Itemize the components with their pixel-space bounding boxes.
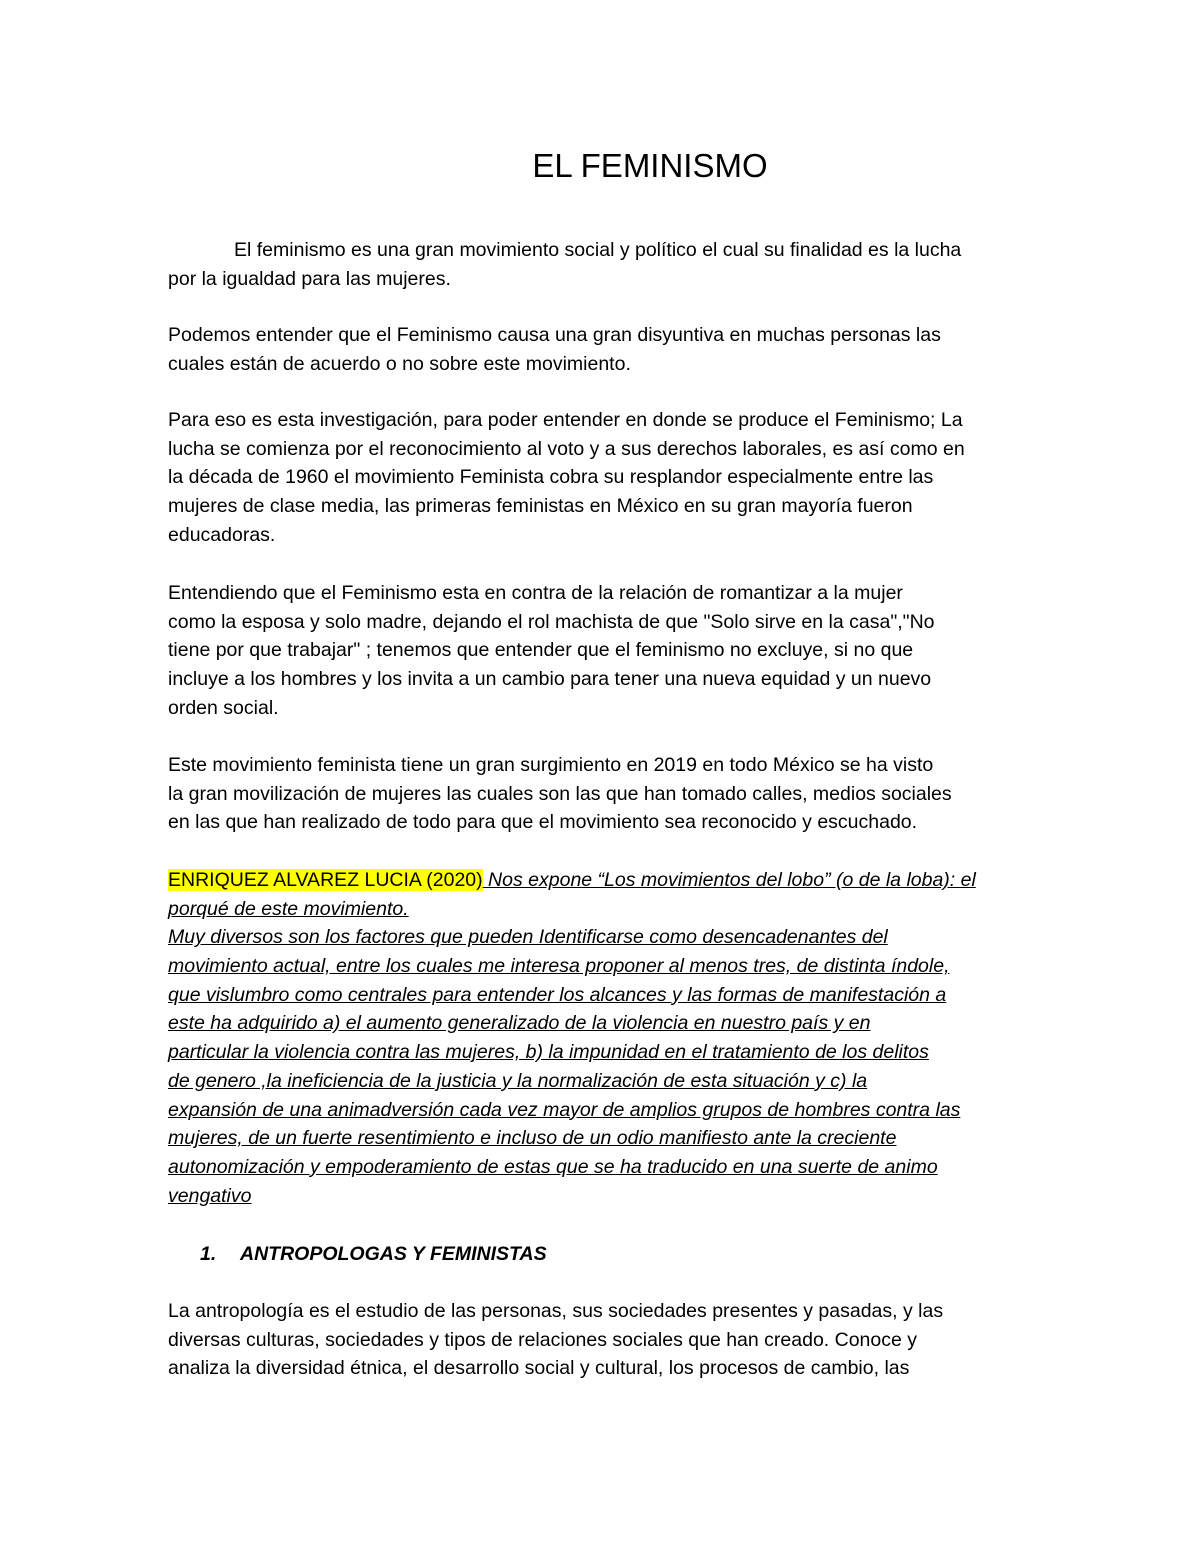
- citation-intro-continuation: porqué de este movimiento.: [168, 897, 409, 920]
- quote-line: que vislumbro como centrales para entender los alcances y las formas de manifestación a: [168, 983, 947, 1006]
- paragraph-line: analiza la diversidad étnica, el desarrollo social y cultural, los procesos de cambio, las: [168, 1357, 910, 1380]
- paragraph-line: la década de 1960 el movimiento Feminista cobra su resplandor especialmente entre las: [168, 466, 934, 489]
- section-number: 1.: [200, 1243, 217, 1265]
- paragraph-line: incluye a los hombres y los invita a un cambio para tener una nueva equidad y un nuevo: [168, 668, 932, 691]
- quote-line: autonomización y empoderamiento de estas que se ha traducido en una suerte de animo: [168, 1155, 938, 1178]
- paragraph-line: Este movimiento feminista tiene un gran surgimiento en 2019 en todo México se ha visto: [168, 754, 934, 776]
- paragraph-line: tiene por que trabajar" ; tenemos que entender que el feminismo no excluye, si no que: [168, 639, 914, 662]
- paragraph-investigacion: [168, 406, 1048, 549]
- paragraph-line: como la esposa y solo madre, dejando el rol machista de que "Solo sirve en la casa","No: [168, 610, 935, 633]
- paragraph-line: Entendiendo que el Feminismo esta en contra de la relación de romantizar a la mujer: [168, 582, 903, 604]
- paragraph-line: El feminismo es una gran movimiento social y político el cual su finalidad es la lucha: [234, 239, 962, 261]
- citation-block: [168, 866, 1048, 1210]
- paragraph-disyuntiva: [168, 321, 1048, 378]
- paragraph-line: diversas culturas, sociedades y tipos de relaciones sociales que han creado. Conoce y: [168, 1328, 918, 1351]
- paragraph-line: mujeres de clase media, las primeras feministas en México en su gran mayoría fueron: [168, 495, 913, 518]
- paragraph-line: La antropología es el estudio de las personas, sus sociedades presentes y pasadas, y las: [168, 1300, 944, 1322]
- quote-line: de genero ,la ineficiencia de la justicia y la normalización de esta situación y c) la: [168, 1069, 868, 1092]
- paragraph-line: orden social.: [168, 696, 279, 719]
- citation-author-highlight: ENRIQUEZ ALVAREZ LUCIA (2020): [168, 869, 483, 891]
- paragraph-line: por la igualdad para las mujeres.: [168, 267, 451, 290]
- paragraph-romantizar: [168, 579, 1048, 722]
- paragraph-line: lucha se comienza por el reconocimiento al voto y a sus derechos laborales, es así como en: [168, 437, 965, 460]
- document-title: EL FEMINISMO: [532, 147, 768, 184]
- quote-line: particular la violencia contra las mujeres, b) la impunidad en el tratamiento de los delitos: [168, 1041, 929, 1064]
- paragraph-line: cuales están de acuerdo o no sobre este movimiento.: [168, 352, 631, 375]
- paragraph-line: Podemos entender que el Feminismo causa una gran disyuntiva en muchas personas las: [168, 324, 941, 346]
- section-heading-text: ANTROPOLOGAS Y FEMINISTAS: [240, 1243, 547, 1265]
- quote-line: mujeres, de un fuerte resentimiento e incluso de un odio manifiesto ante la creciente: [168, 1127, 897, 1150]
- section-heading: [200, 1240, 547, 1269]
- paragraph-intro: [168, 236, 1048, 293]
- quote-line: este ha adquirido a) el aumento generalizado de la violencia en nuestro país y en: [168, 1012, 871, 1035]
- quote-line: movimiento actual, entre los cuales me interesa proponer al menos tres, de distinta índole,: [168, 955, 950, 978]
- citation-intro-text: Nos expone “Los movimientos del lobo” (o de la loba): el: [482, 869, 976, 891]
- quote-line: Muy diversos son los factores que pueden Identificarse como desencadenantes del: [168, 926, 888, 949]
- paragraph-antropologia: [168, 1297, 1048, 1383]
- paragraph-line: en las que han realizado de todo para que el movimiento sea reconocido y escuchado.: [168, 811, 918, 834]
- paragraph-line: Para eso es esta investigación, para poder entender en donde se produce el Feminismo; La: [168, 409, 963, 431]
- paragraph-line: la gran movilización de mujeres las cuales son las que han tomado calles, medios sociales: [168, 782, 952, 805]
- paragraph-line: educadoras.: [168, 523, 276, 546]
- quote-line: vengativo: [168, 1184, 252, 1207]
- quote-line: expansión de una animadversión cada vez mayor de amplios grupos de hombres contra las: [168, 1098, 961, 1121]
- citation-intro-line: [168, 866, 1048, 895]
- paragraph-2019: [168, 751, 1048, 837]
